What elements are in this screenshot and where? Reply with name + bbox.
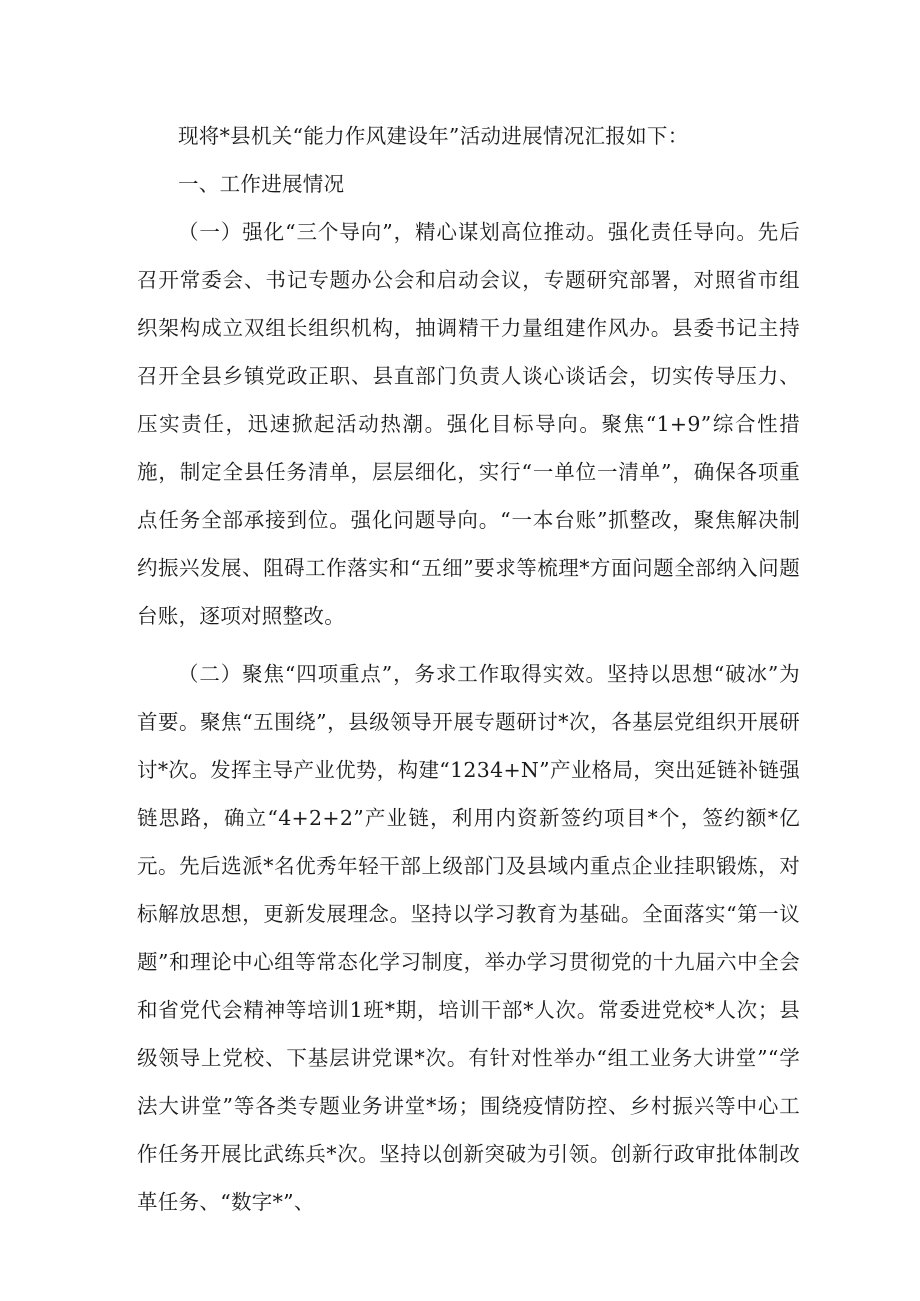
body-paragraph-1: （一）强化“三个导向”，精心谋划高位推动。强化责任导向。先后召开常委会、书记专题办公会和启动会议，专题研究部署，对照省市组织架构成立双组长组织机构，抽调精干力量组建作风办。县委书记主持召开全县乡镇党政正职、县直部门负责人谈心谈话会，切实传导压力、压实责任，迅速掀起活动热潮。强化目标导向。聚焦“1+9”综合性措施，制定全县任务清单，层层细化，实行“一单位一清单”，确保各项重点任务全部承接到位。强化问题导向。“一本台账”抓整改，聚焦解决制约振兴发展、阻碍工作落实和“五细”要求等梳理*方面问题全部纳入问题台账，逐项对照整改。 (137, 220, 800, 628)
intro-paragraph: 现将*县机关“能力作风建设年”活动进展情况汇报如下： (178, 124, 689, 148)
document-body (137, 112, 800, 1226)
body-paragraph-2: （二）聚焦“四项重点”，务求工作取得实效。坚持以思想“破冰”为首要。聚焦“五围绕”，县级领导开展专题研讨*次，各基层党组织开展研讨*次。发挥主导产业优势，构建“1234+N”产业格局，突出延链补链强链思路，确立“4+2+2”产业链，利用内资新签约项目*个，签约额*亿元。先后选派*名优秀年轻干部上级部门及县域内重点企业挂职锻炼，对标解放思想，更新发展理念。坚持以学习教育为基础。全面落实“第一议题”和理论中心组等常态化学习制度，举办学习贯彻党的十九届六中全会和省党代会精神等培训1班*期，培训干部*人次。常委进党校*人次；县级领导上党校、下基层讲党课*次。有针对性举办“组工业务大讲堂”“学法大讲堂”等各类专题业务讲堂*场；围绕疫情防控、乡村振兴等中心工作任务开展比武练兵*次。坚持以创新突破为引领。创新行政审批体制改革任务、“数字*”、 (137, 662, 800, 1214)
section-heading: 一、工作进展情况 (178, 172, 345, 196)
